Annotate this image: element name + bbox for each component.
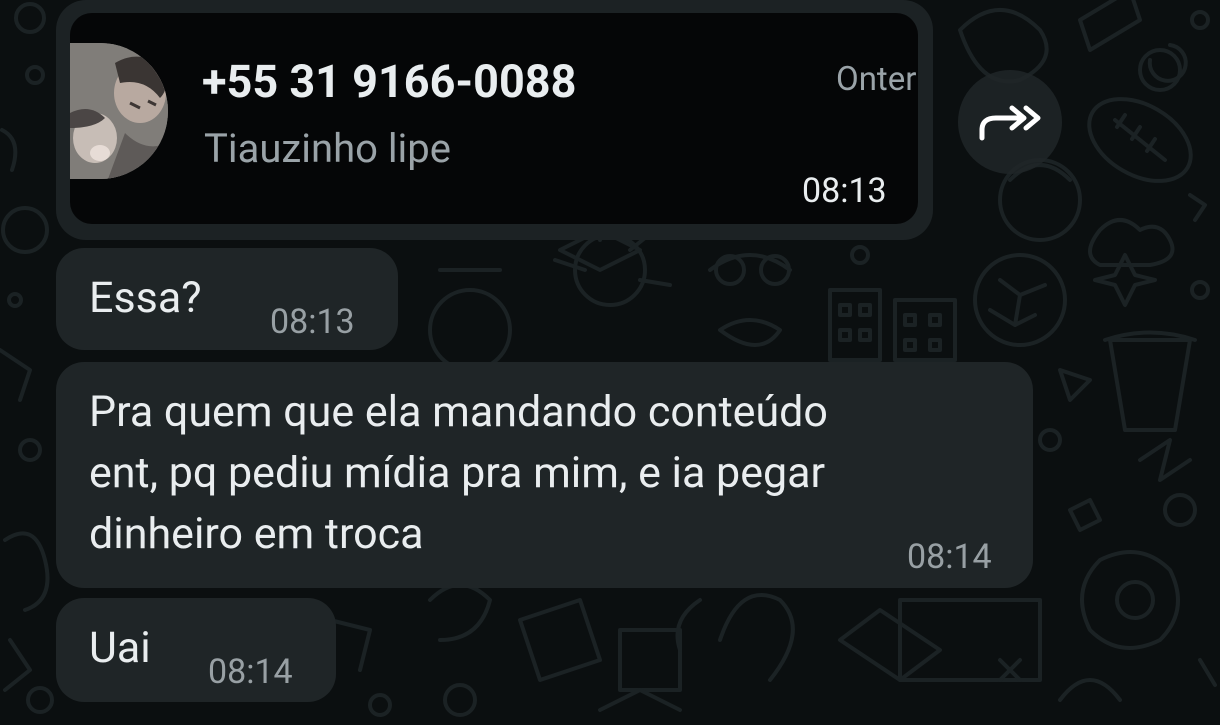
message-text-line: dinheiro em troca (89, 509, 424, 559)
shared-contact-card[interactable] (70, 13, 918, 224)
contact-date-label: Onter (836, 60, 917, 99)
contact-name: Tiauzinho lipe (204, 125, 451, 172)
message-timestamp: 08:13 (802, 171, 887, 211)
message-timestamp: 08:13 (270, 302, 355, 342)
message-text: Uai (89, 623, 151, 673)
message-timestamp: 08:14 (208, 652, 293, 692)
message-bubble[interactable] (56, 248, 398, 350)
forward-double-arrow-icon (978, 102, 1044, 142)
message-timestamp: 08:14 (907, 537, 992, 577)
message-text: Essa? (89, 273, 202, 323)
contact-avatar[interactable] (70, 43, 168, 179)
message-text-line: Pra quem que ela mandando conteúdo (89, 387, 828, 437)
forward-button[interactable] (958, 70, 1062, 174)
contact-phone-number: +55 31 9166-0088 (202, 55, 577, 108)
message-bubble[interactable] (56, 598, 336, 702)
contact-message-bubble[interactable] (56, 0, 933, 240)
message-text-line: ent, pq pediu mídia pra mim, e ia pegar (89, 448, 826, 498)
message-bubble[interactable] (56, 362, 1033, 588)
